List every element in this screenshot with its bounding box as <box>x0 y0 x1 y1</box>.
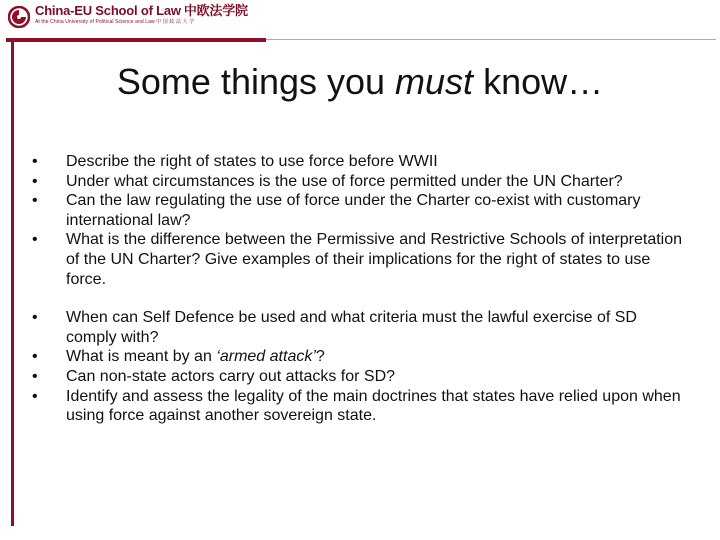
bullet-item: • What is the difference between the Permissive and Restrictive Schools of interpretation of the UN Charter? Give examples of their implications for the right of states to use force. <box>32 230 682 289</box>
bullet-emphasis: ‘armed attack’ <box>216 348 316 366</box>
title-text-end: know… <box>473 61 604 102</box>
bullet-item: • Identify and assess the legality of the main doctrines that states have relied upon when using force against another sovereign state. <box>32 387 682 426</box>
slide-title <box>0 58 720 106</box>
bullet-item <box>32 347 682 367</box>
bullet-item: • Under what circumstances is the use of force permitted under the UN Charter? <box>32 172 682 192</box>
header-rule <box>6 38 266 42</box>
bullet-text-end: ? <box>315 348 325 366</box>
title-text-start: Some things you <box>116 61 396 102</box>
left-margin-rule <box>11 38 14 526</box>
bullet-item: • Can the law regulating the use of force under the Charter co-exist with customary international law? <box>32 191 682 230</box>
bullet-list <box>32 152 682 426</box>
logo-subtitle: At the China University of Political Science and Law 中 国 政 法 大 学 <box>35 19 195 25</box>
logo-name-chinese: 中欧法学院 <box>183 3 248 18</box>
bullet-item: • When can Self Defence be used and what criteria must the lawful exercise of SD comply with? <box>32 308 682 347</box>
logo-text <box>35 4 248 26</box>
logo-name: China-EU School of Law <box>35 3 181 18</box>
title-emphasis: must <box>395 61 474 102</box>
bullet-text: What is meant by an <box>66 348 217 366</box>
header-rule-light <box>266 39 716 40</box>
school-emblem-icon <box>8 6 30 28</box>
logo-title <box>35 4 248 18</box>
school-logo <box>8 4 248 28</box>
bullet-item: • Can non-state actors carry out attacks for SD? <box>32 367 682 387</box>
bullet-item: • Describe the right of states to use force before WWII <box>32 152 682 172</box>
